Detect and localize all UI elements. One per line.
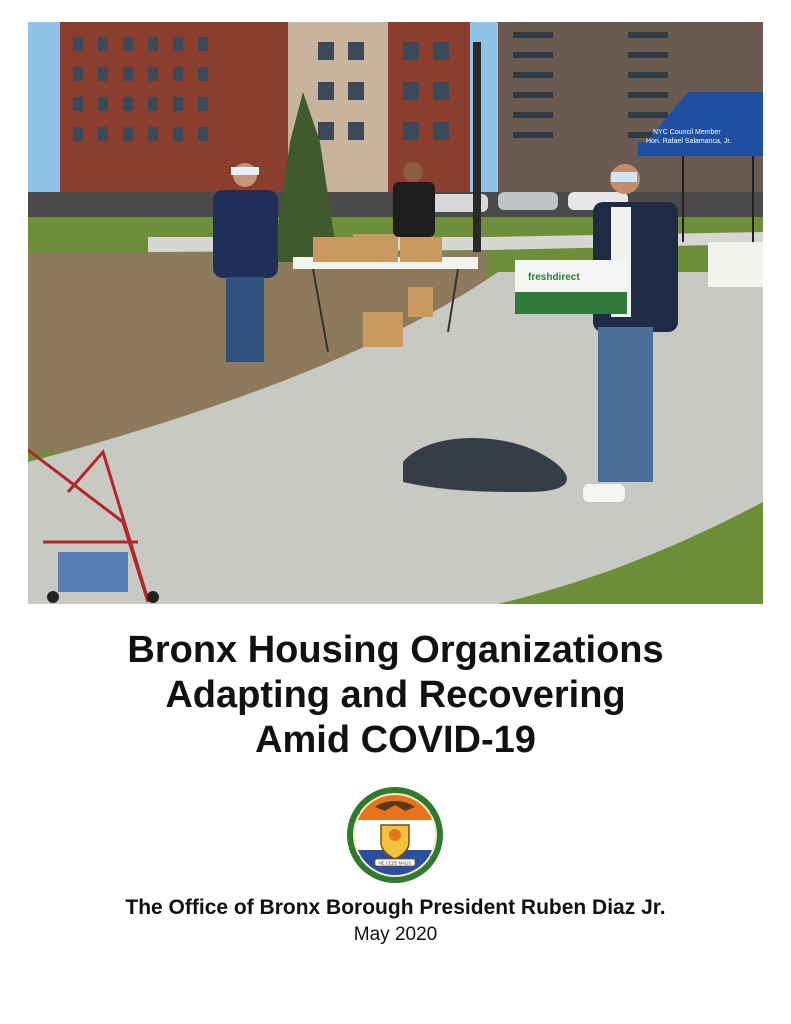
publication-date: May 2020 [353,924,438,945]
box-brand-text: freshdirect [528,272,580,283]
title-line-2: Adapting and Recovering [165,674,626,716]
title-line-3: Amid COVID-19 [255,719,536,761]
tent-banner-text-2: Hon. Rafael Salamanca, Jr. [646,138,732,145]
office-name: The Office of Bronx Borough President Ruben Diaz Jr. [125,896,666,919]
tent-banner-text-1: NYC Council Member [653,129,721,136]
page-title [0,628,791,763]
title-line-1: Bronx Housing Organizations [127,629,664,671]
seal-motto: NE CEDE MALIS [378,860,412,866]
cover-photo [28,22,763,604]
bronx-borough-seal-icon [345,785,445,885]
